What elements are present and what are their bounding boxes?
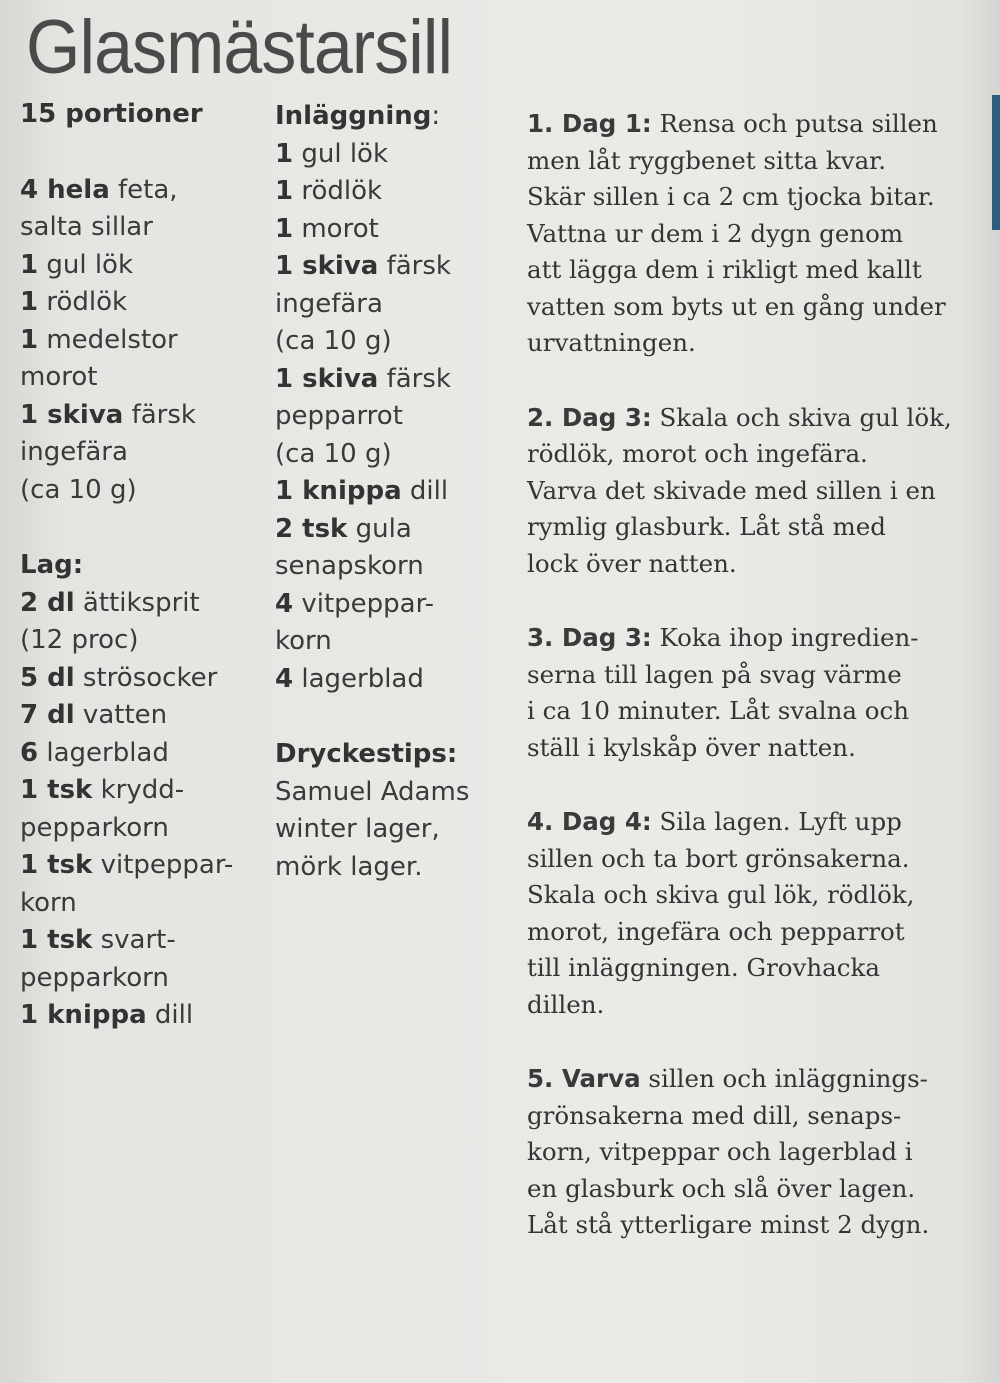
brine-list [20, 585, 260, 1035]
ingredient-text: färsk [378, 251, 451, 281]
ingredient-amount: 1 skiva [275, 363, 379, 394]
ingredient-amount: 1 [20, 249, 39, 280]
ingredient-amount: 1 tsk [20, 925, 93, 955]
ingredient-text: pepparkorn [20, 962, 169, 993]
step-text: serna till lagen på svag värme [527, 659, 902, 689]
brine-line [20, 660, 260, 698]
ingredient-text: (ca 10 g) [275, 438, 392, 469]
step-line [527, 216, 992, 253]
method-step [527, 400, 992, 583]
step-text: till inläggningen. Grovhacka [527, 953, 880, 982]
ingredient-line [20, 284, 260, 322]
pickling-line [275, 586, 510, 624]
step-text: korn, vitpeppar och lagerblad i [527, 1137, 913, 1166]
pickling-line [275, 173, 510, 211]
step-text: sillen och inläggnings- [640, 1064, 928, 1093]
step-label: 2. Dag 3: [527, 402, 652, 432]
drink-line: mörk lager. [275, 851, 423, 882]
drinks-list [275, 774, 510, 887]
brine-line [20, 697, 260, 735]
pickling-line [275, 211, 510, 249]
step-text: Koka ihop ingredien- [651, 623, 919, 652]
ingredient-text: svart- [92, 925, 176, 955]
ingredient-amount: 2 tsk [275, 513, 348, 544]
step-text: grönsakerna med dill, senaps- [527, 1100, 902, 1130]
ingredient-amount: 1 skiva [275, 251, 379, 281]
ingredient-line [20, 434, 260, 472]
method-step [527, 1061, 992, 1244]
step-label: 3. Dag 3: [527, 623, 652, 652]
ingredient-amount: 6 [20, 737, 39, 768]
step-label: 5. Varva [527, 1064, 641, 1093]
ingredient-text: färsk [378, 363, 451, 394]
step-line [527, 436, 992, 473]
step-line [527, 1207, 992, 1244]
step-text: urvattningen. [527, 328, 696, 357]
ingredient-list [20, 172, 260, 510]
ingredient-amount: 4 [275, 588, 294, 619]
step-text: Rensa och putsa sillen [651, 109, 938, 138]
recipe-title: Glasmästarsill [26, 5, 453, 90]
step-label: 4. Dag 4: [527, 807, 652, 836]
pickling-list [275, 136, 510, 699]
step-text: Skala och skiva gul lök, [651, 402, 952, 432]
ingredient-amount: 7 dl [20, 700, 75, 730]
step-text: Varva det skivade med sillen i en [527, 475, 936, 505]
ingredient-text: feta, [109, 174, 178, 205]
brine-line [20, 960, 260, 998]
ingredients-column [20, 96, 260, 1035]
ingredient-text: rödlök [293, 176, 383, 206]
ingredient-text: ättiksprit [74, 587, 200, 618]
ingredient-text: dill [146, 1000, 194, 1030]
ingredient-amount: 4 [275, 663, 294, 694]
servings: 15 portioner [20, 99, 203, 129]
step-text: dillen. [527, 989, 605, 1019]
step-line [527, 804, 992, 841]
method-step [527, 620, 992, 766]
brine-line [20, 622, 260, 660]
ingredient-text: vitpeppar- [92, 850, 234, 880]
step-label: 1. Dag 1: [527, 109, 652, 138]
step-line [527, 473, 992, 510]
pickling-line [275, 398, 510, 436]
pickling-line [275, 623, 510, 661]
pickling-column [275, 98, 510, 886]
step-line [527, 143, 992, 180]
step-line [527, 877, 992, 914]
ingredient-text: lagerblad [38, 737, 169, 768]
step-line [527, 1098, 992, 1135]
drink-line: Samuel Adams [275, 776, 470, 807]
step-line [527, 620, 992, 657]
step-line [527, 400, 992, 437]
ingredient-text: (ca 10 g) [275, 326, 392, 356]
pickling-line [275, 286, 510, 324]
step-line [527, 325, 992, 362]
ingredient-line [20, 209, 260, 247]
ingredient-text: salta sillar [20, 212, 153, 242]
ingredient-line [20, 322, 260, 360]
method-step [527, 106, 992, 362]
ingredient-amount: 2 dl [20, 587, 75, 618]
step-line [527, 1171, 992, 1208]
ingredient-text: senapskorn [275, 551, 424, 581]
step-line [527, 289, 992, 326]
ingredient-text: vatten [74, 700, 168, 730]
step-text: Skär sillen i ca 2 cm tjocka bitar. [527, 182, 935, 211]
drinks-heading: Dryckestips: [275, 739, 458, 769]
ingredient-amount: 1 skiva [20, 399, 124, 430]
ingredient-amount: 4 hela [20, 174, 110, 205]
ingredient-amount: 1 knippa [20, 1000, 147, 1030]
ingredient-text: medelstor [38, 324, 178, 355]
ingredient-text: ingefära [275, 288, 383, 319]
method-column [527, 106, 992, 1282]
ingredient-text: rödlök [38, 287, 128, 317]
brine-line [20, 585, 260, 623]
ingredient-text: färsk [123, 399, 196, 430]
brine-line [20, 922, 260, 960]
ingredient-amount: 1 [275, 176, 294, 206]
pickling-line [275, 361, 510, 399]
brine-line [20, 810, 260, 848]
ingredient-amount: 1 [20, 324, 39, 355]
ingredient-text: korn [20, 887, 77, 918]
ingredient-amount: 1 knippa [275, 476, 402, 506]
ingredient-amount: 1 [275, 138, 294, 169]
step-text: morot, ingefära och pepparrot [527, 916, 905, 946]
brine-line [20, 847, 260, 885]
pickling-line [275, 136, 510, 174]
ingredient-text: gul lök [293, 138, 389, 169]
step-line [527, 841, 992, 878]
ingredient-line [20, 472, 260, 510]
brine-line [20, 997, 260, 1035]
brine-line [20, 885, 260, 923]
step-text: rymlig glasburk. Låt stå med [527, 512, 886, 541]
step-line [527, 106, 992, 143]
ingredient-text: ingefära [20, 437, 128, 467]
ingredient-text: korn [275, 626, 332, 656]
pickling-line [275, 436, 510, 474]
step-text: Sila lagen. Lyft upp [651, 807, 902, 836]
pickling-line [275, 511, 510, 549]
ingredient-line [20, 247, 260, 285]
step-line [527, 1134, 992, 1171]
ingredient-amount: 5 dl [20, 662, 75, 693]
ingredient-text: pepparkorn [20, 812, 169, 843]
step-text: Låt stå ytterligare minst 2 dygn. [527, 1210, 930, 1239]
step-line [527, 950, 992, 987]
ingredient-amount: 1 [275, 213, 294, 244]
brine-heading: Lag: [20, 550, 84, 580]
ingredient-text: morot [20, 362, 98, 392]
pickling-line [275, 661, 510, 699]
ingredient-line [20, 172, 260, 210]
drink-line: winter lager, [275, 814, 440, 844]
ingredient-text: strösocker [74, 662, 218, 693]
step-text: i ca 10 minuter. Låt svalna och [527, 696, 910, 725]
step-line [527, 730, 992, 767]
pickling-line [275, 548, 510, 586]
brine-line [20, 735, 260, 773]
ingredient-text: dill [401, 476, 449, 506]
step-text: rödlök, morot och ingefära. [527, 439, 868, 468]
step-line [527, 987, 992, 1024]
step-text: Vattna ur dem i 2 dygn genom [527, 218, 904, 248]
step-text: ställ i kylskåp över natten. [527, 732, 856, 762]
pickling-line [275, 323, 510, 361]
ingredient-text: (ca 10 g) [20, 474, 137, 505]
method-step [527, 804, 992, 1023]
step-line [527, 546, 992, 583]
step-line [527, 179, 992, 216]
step-line [527, 1061, 992, 1098]
ingredient-text: krydd- [92, 775, 185, 805]
step-text: en glasburk och slå över lagen. [527, 1173, 916, 1203]
step-text: vatten som byts ut en gång under [527, 291, 946, 321]
step-text: men låt ryggbenet sitta kvar. [527, 145, 886, 175]
ingredient-amount: 1 tsk [20, 850, 93, 880]
ingredient-line [20, 397, 260, 435]
pickling-heading: Inläggning: [275, 101, 441, 131]
brine-line [20, 772, 260, 810]
ingredient-text: vitpeppar- [293, 588, 435, 619]
ingredient-amount: 1 tsk [20, 775, 93, 805]
ingredient-amount: 1 [20, 287, 39, 317]
step-text: sillen och ta bort grönsakerna. [527, 843, 910, 873]
step-text: lock över natten. [527, 548, 737, 578]
step-line [527, 252, 992, 289]
step-line [527, 693, 992, 730]
step-line [527, 914, 992, 951]
ingredient-text: (12 proc) [20, 625, 139, 655]
pickling-line [275, 473, 510, 511]
ingredient-text: gula [347, 513, 412, 544]
ingredient-text: lagerblad [293, 663, 424, 694]
ingredient-text: pepparrot [275, 401, 403, 431]
ingredient-line [20, 359, 260, 397]
step-text: att lägga dem i rikligt med kallt [527, 255, 922, 284]
ingredient-text: gul lök [38, 249, 134, 280]
ingredient-text: morot [293, 213, 379, 244]
step-text: Skala och skiva gul lök, rödlök, [527, 880, 915, 909]
page-edge-tab [992, 95, 1000, 230]
step-line [527, 509, 992, 546]
pickling-line [275, 248, 510, 286]
step-line [527, 657, 992, 694]
